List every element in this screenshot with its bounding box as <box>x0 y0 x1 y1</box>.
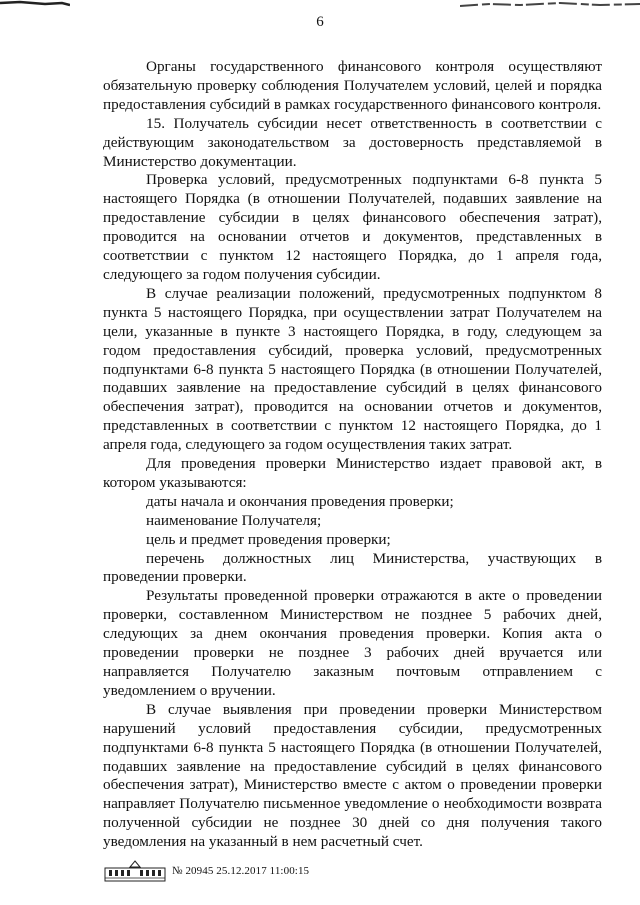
list-item: наименование Получателя; <box>146 511 322 529</box>
paragraph: 15. Получатель субсидии несет ответственность в соответствии с действующим законодательством за достоверность представляемой в Министерство документации. <box>103 114 602 170</box>
paragraph: В случае реализации положений, предусмотренных подпунктом 8 пункта 5 настоящего Порядка, при осуществлении затрат Получателем на цели, указанные в пункте 3 настоящего Порядка, в году, следующем за годом предоставления субсидий, проверка условий, предусмотренных подпунктами 6-8 пункта 5 настоящего Порядка (в отношении Получателей, подавших заявление на предоставление субсидий в целях финансового обеспечения затрат), проводится на основании отчетов и документов, представленных в соответствии с пунктом 12 настоящего Порядка, до 1 апреля года, следующего за годом осуществления таких затрат. <box>103 284 602 454</box>
paragraph: Проверка условий, предусмотренных подпунктами 6-8 пункта 5 настоящего Порядка (в отношении Получателей, подавших заявление на предоставление субсидии в целях финансового обеспечения затрат), проводится на основании отчетов и документов, представленных в соответствии с пунктом 12 настоящего Порядка, до 1 апреля года, следующего за годом получения субсидии. <box>103 171 602 283</box>
registration-number: № 20945 25.12.2017 11:00:15 <box>172 865 310 877</box>
list-item: перечень должностных лиц Министерства, участвующих в проведении проверки. <box>103 549 602 586</box>
paragraph: Результаты проведенной проверки отражаются в акте о проведении проверки, составленном Министерством не позднее 5 рабочих дней, следующих за днем окончания проведения проверки. Копия акта о проведении проверки не позднее 3 рабочих дней вручается или направляется Получателю заказным почтовым отправлением с уведомлением о вручении. <box>103 587 602 699</box>
list-item: цель и предмет проведения проверки; <box>146 530 391 548</box>
paragraph: Для проведения проверки Министерство издает правовой акт, в котором указываются: <box>103 455 602 491</box>
scan-edge-mark-right <box>460 0 640 12</box>
registration-footer <box>104 859 309 883</box>
paragraph: В случае выявления при проведении проверки Министерством нарушений условий предоставления субсидии, предусмотренных подпунктами 6-8 пункта 5 настоящего Порядка (в отношении Получателей, подавших заявление на предоставление субсидий в целях финансового обеспечения затрат), Министерство вместе с актом о проведении проверки направляет Получателю письменное уведомление о необходимости возврата полученной субсидии не позднее 30 дней со дня получения такого уведомления на указанный в нем расчетный счет. <box>103 700 602 851</box>
paragraph: Органы государственного финансового контроля осуществляют обязательную проверку соблюдения Получателем условий, целей и порядка предоставления субсидий в рамках государственного финансового контроля. <box>103 58 602 113</box>
registration-stamp-icon <box>104 859 166 883</box>
list-item: даты начала и окончания проведения проверки; <box>146 492 454 510</box>
page-number: 6 <box>316 14 324 30</box>
document-body <box>103 58 602 852</box>
scan-edge-mark-left <box>0 0 70 12</box>
